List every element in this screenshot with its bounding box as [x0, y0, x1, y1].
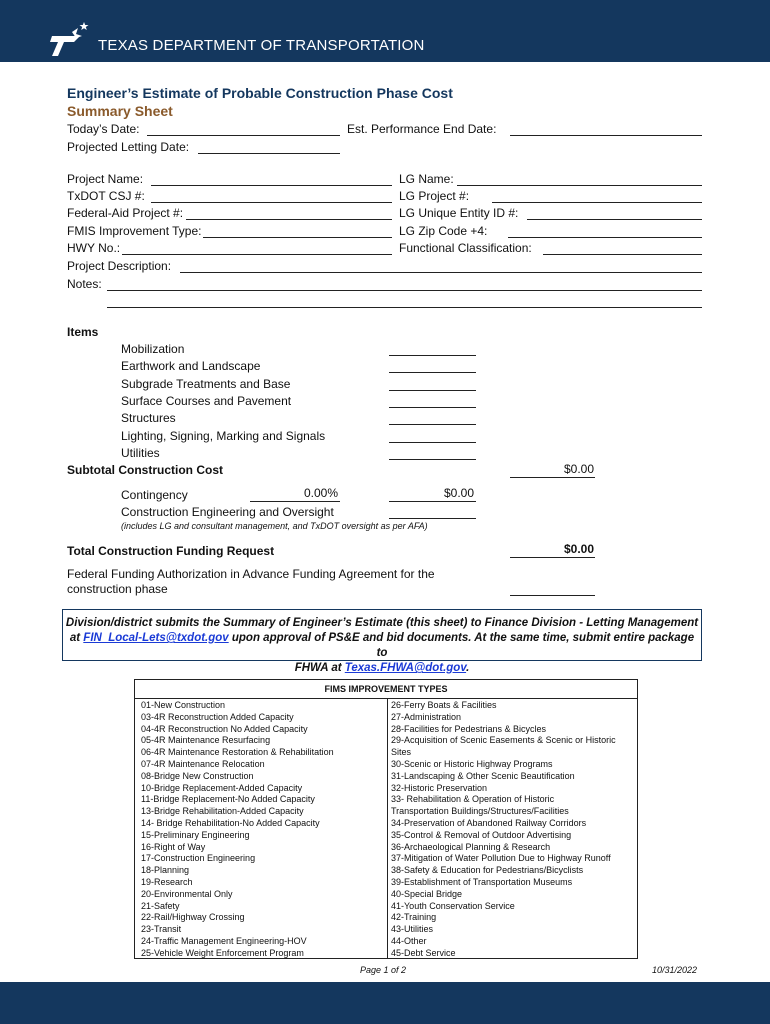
fims-type-item: 34-Preservation of Abandoned Railway Corridors: [391, 817, 587, 828]
page-subtitle: Summary Sheet: [67, 103, 173, 119]
fims-type-item: 04-4R Reconstruction No Added Capacity: [141, 723, 308, 734]
fims-type-item: 16-Right of Way: [141, 841, 206, 852]
fims-type-item: 39-Establishment of Transportation Museums: [391, 876, 573, 887]
fims-type-item: 24-Traffic Management Engineering-HOV: [141, 935, 307, 946]
fims-type-item: 23-Transit: [141, 924, 182, 935]
subtotal-value: $0.00: [563, 462, 594, 476]
lg-zip-label: LG Zip Code +4:: [399, 224, 488, 238]
revision-date: 10/31/2022: [652, 965, 698, 975]
fims-type-item: 06-4R Maintenance Restoration & Rehabilitation: [141, 747, 334, 758]
fims-heading: FIMS IMPROVEMENT TYPES: [135, 680, 637, 699]
lg-uei-field[interactable]: [527, 219, 702, 220]
fims-type-item: 10-Bridge Replacement-Added Capacity: [141, 782, 303, 793]
item-amount-field[interactable]: [389, 459, 476, 460]
txdot-csj-label: TxDOT CSJ #:: [67, 189, 145, 203]
fims-divider: [387, 698, 388, 958]
item-amount-field[interactable]: [389, 355, 476, 356]
contingency-value-field[interactable]: [389, 501, 476, 502]
item-label: Mobilization: [121, 342, 185, 356]
footer-banner: [0, 982, 770, 1024]
total-label: Total Construction Funding Request: [67, 544, 275, 558]
contingency-value: $0.00: [443, 486, 474, 500]
ce-label: Construction Engineering and Oversight: [121, 505, 334, 519]
fims-type-item: 25-Vehicle Weight Enforcement Program: [141, 947, 304, 958]
item-label: Surface Courses and Pavement: [121, 394, 292, 408]
fims-type-item: Transportation Buildings/Structures/Facilities: [391, 806, 569, 817]
fims-type-item: 21-Safety: [141, 900, 180, 911]
subtotal-field[interactable]: [510, 477, 595, 478]
fims-type-item: 45-Debt Service: [391, 947, 456, 958]
est-perf-end-field[interactable]: [510, 135, 702, 136]
page-title: Engineer’s Estimate of Probable Construction Phase Cost: [67, 85, 453, 101]
fin-email-link[interactable]: FIN_Local-Lets@txdot.gov: [83, 632, 229, 644]
notice-line2-text: upon approval of PS&E and bid documents. At the same time, submit entire package to: [228, 632, 695, 659]
notice-at: at: [69, 632, 84, 644]
item-label: Subgrade Treatments and Base: [121, 377, 291, 391]
header-banner: [0, 0, 770, 62]
lg-zip-field[interactable]: [508, 237, 702, 238]
fims-type-item: 17-Construction Engineering: [141, 853, 256, 864]
fims-type-item: 05-4R Maintenance Resurfacing: [141, 735, 271, 746]
lg-project-field[interactable]: [492, 202, 702, 203]
lg-name-field[interactable]: [457, 185, 702, 186]
fims-type-item: 20-Environmental Only: [141, 888, 233, 899]
fims-type-item: 40-Special Bridge: [391, 888, 463, 899]
fmis-type-field[interactable]: [203, 237, 392, 238]
federal-auth-line2: construction phase: [67, 582, 168, 596]
fmis-type-label: FMIS Improvement Type:: [67, 224, 202, 238]
fims-type-item: 07-4R Maintenance Relocation: [141, 758, 265, 769]
todays-date-field[interactable]: [147, 135, 340, 136]
txdot-logo-icon: [50, 22, 94, 56]
item-amount-field[interactable]: [389, 390, 476, 391]
notes-field[interactable]: [107, 290, 702, 291]
fims-type-item: 11-Bridge Replacement-No Added Capacity: [141, 794, 315, 805]
fims-type-item: 18-Planning: [141, 865, 190, 876]
projected-letting-field[interactable]: [198, 153, 340, 154]
fims-type-item: 15-Preliminary Engineering: [141, 829, 250, 840]
page-number: Page 1 of 2: [360, 965, 407, 975]
contingency-pct-field[interactable]: [250, 501, 340, 502]
fims-type-item: 32-Historic Preservation: [391, 782, 488, 793]
notice-line2: [63, 631, 701, 661]
notice-line3-post: .: [466, 662, 470, 674]
lg-name-label: LG Name:: [399, 172, 454, 186]
item-label: Lighting, Signing, Marking and Signals: [121, 429, 326, 443]
functional-class-field[interactable]: [543, 254, 702, 255]
fims-type-item: 41-Youth Conservation Service: [391, 900, 515, 911]
projected-letting-label: Projected Letting Date:: [67, 140, 190, 154]
contingency-pct: 0.00%: [303, 486, 338, 500]
items-heading: Items: [67, 325, 99, 339]
fims-type-item: 36-Archaeological Planning & Research: [391, 841, 551, 852]
fims-type-item: 03-4R Reconstruction Added Capacity: [141, 711, 294, 722]
fims-type-item: 44-Other: [391, 935, 427, 946]
notes-field-line2[interactable]: [107, 307, 702, 308]
fims-type-item: 01-New Construction: [141, 700, 226, 710]
ce-note: (includes LG and consultant management, and TxDOT oversight as per AFA): [121, 521, 428, 531]
fims-type-item: 28-Facilities for Pedestrians & Bicycles: [391, 723, 547, 734]
contingency-label: Contingency: [121, 488, 188, 502]
fhwa-email-link[interactable]: Texas.FHWA@dot.gov: [344, 662, 467, 674]
fims-type-item: 35-Control & Removal of Outdoor Advertising: [391, 829, 572, 840]
org-name: TEXAS DEPARTMENT OF TRANSPORTATION: [98, 37, 425, 54]
item-label: Utilities: [121, 446, 160, 460]
federal-auth-field[interactable]: [510, 595, 595, 596]
fims-type-item: 30-Scenic or Historic Highway Programs: [391, 758, 553, 769]
todays-date-label: Today’s Date:: [67, 122, 140, 136]
notice-line3-pre: FHWA at: [294, 662, 345, 674]
project-desc-field[interactable]: [180, 272, 702, 273]
fims-type-item: Sites: [391, 747, 412, 758]
txdot-csj-field[interactable]: [151, 202, 392, 203]
notice-line3: [63, 661, 701, 676]
notice-line1: Division/district submits the Summary of Engineer’s Estimate (this sheet) to Finance Division - Letting Management: [65, 617, 699, 629]
lg-project-label: LG Project #:: [399, 189, 470, 203]
project-name-field[interactable]: [151, 185, 392, 186]
fims-type-item: 13-Bridge Rehabilitation-Added Capacity: [141, 806, 304, 817]
fims-types-table: [134, 679, 638, 959]
fims-right-column: [391, 700, 616, 960]
item-amount-field[interactable]: [389, 372, 476, 373]
fims-type-item: 38-Safety & Education for Pedestrians/Bicyclists: [391, 865, 584, 876]
hwy-no-field[interactable]: [122, 254, 392, 255]
item-label: Earthwork and Landscape: [121, 359, 261, 373]
item-amount-field[interactable]: [389, 407, 476, 408]
subtotal-label: Subtotal Construction Cost: [67, 463, 223, 477]
notes-label: Notes:: [67, 277, 102, 291]
fims-type-item: 33- Rehabilitation & Operation of Historic: [391, 794, 555, 805]
fims-type-item: 27-Administration: [391, 711, 462, 722]
fims-type-item: 29-Acquisition of Scenic Easements & Scenic or Historic: [391, 735, 616, 746]
lg-uei-label: LG Unique Entity ID #:: [399, 206, 519, 220]
federal-auth-line1: Federal Funding Authorization in Advance Funding Agreement for the: [67, 567, 435, 581]
fims-type-item: 19-Research: [141, 876, 193, 887]
fims-type-item: 43-Utilities: [391, 924, 434, 935]
fims-type-item: 22-Rail/Highway Crossing: [141, 912, 245, 923]
project-desc-label: Project Description:: [67, 259, 172, 273]
total-value: $0.00: [563, 542, 594, 556]
project-name-label: Project Name:: [67, 172, 144, 186]
federal-aid-label: Federal-Aid Project #:: [67, 206, 184, 220]
ce-field[interactable]: [389, 518, 476, 519]
item-label: Structures: [121, 411, 176, 425]
fims-type-item: 42-Training: [391, 912, 437, 923]
fims-type-item: 08-Bridge New Construction: [141, 770, 254, 781]
functional-class-label: Functional Classification:: [399, 241, 532, 255]
federal-aid-field[interactable]: [186, 219, 392, 220]
est-perf-end-label: Est. Performance End Date:: [347, 122, 497, 136]
fims-type-item: 26-Ferry Boats & Facilities: [391, 700, 497, 710]
fims-type-item: 37-Mitigation of Water Pollution Due to Highway Runoff: [391, 853, 611, 864]
submission-notice: [62, 609, 702, 674]
total-field[interactable]: [510, 557, 595, 558]
fims-type-item: 14- Bridge Rehabilitation-No Added Capacity: [141, 817, 320, 828]
fims-left-column: [141, 700, 334, 960]
fims-type-item: 31-Landscaping & Other Scenic Beautification: [391, 770, 575, 781]
item-amount-field[interactable]: [389, 424, 476, 425]
item-amount-field[interactable]: [389, 442, 476, 443]
hwy-no-label: HWY No.:: [67, 241, 121, 255]
